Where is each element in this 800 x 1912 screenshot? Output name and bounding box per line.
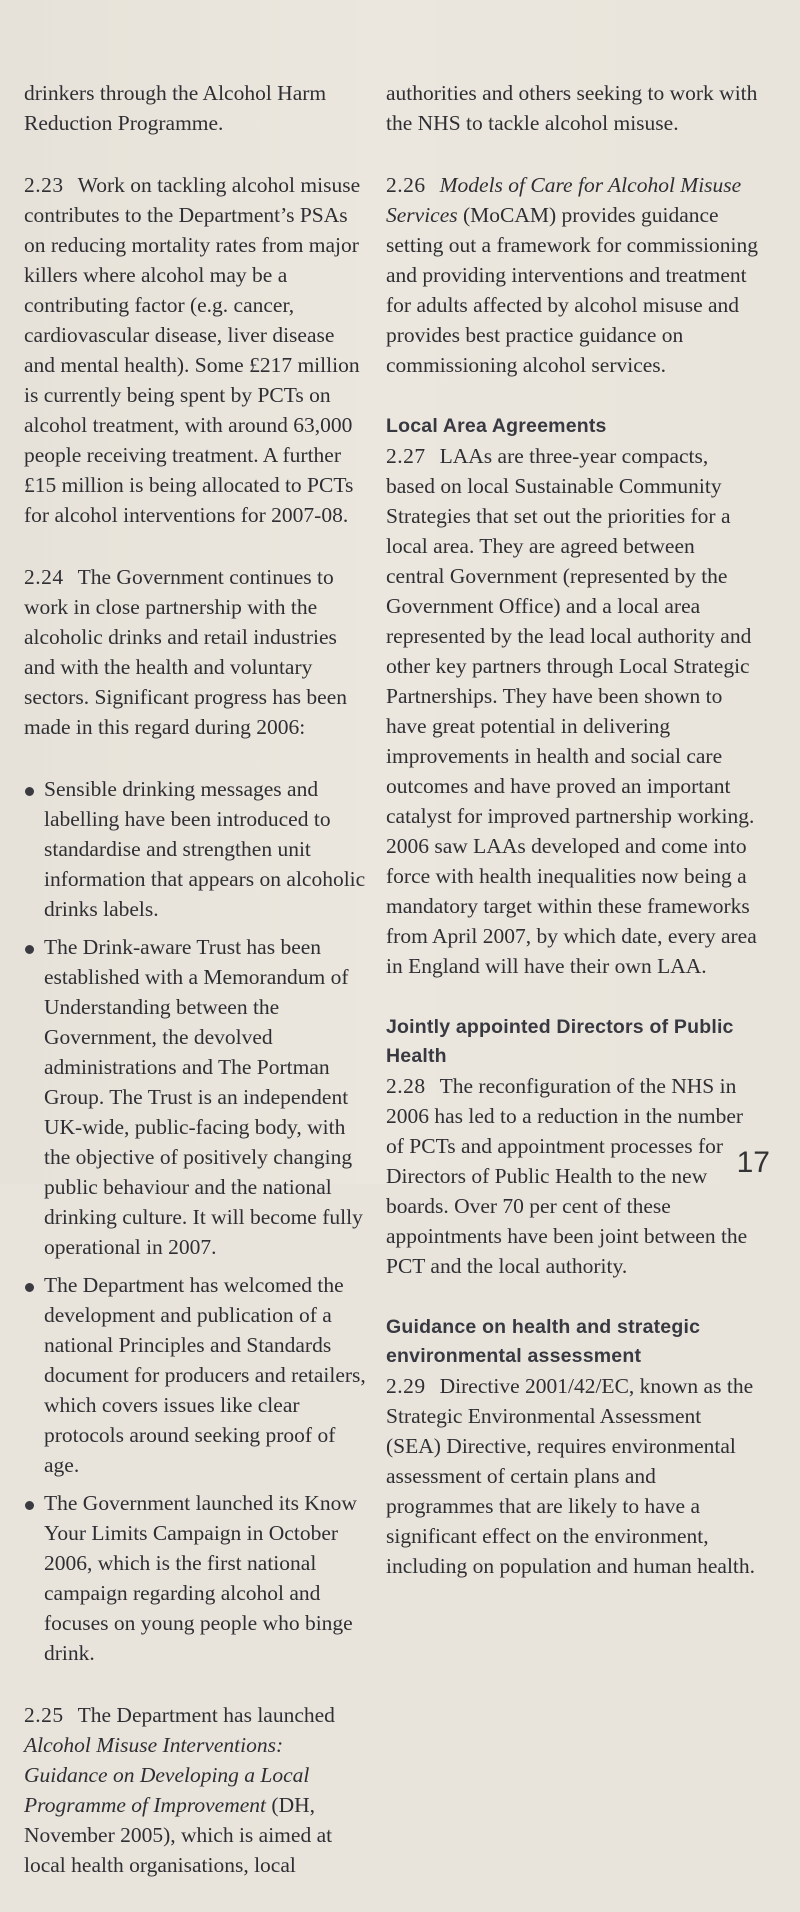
left-column — [24, 78, 366, 1912]
bullet-item: The Drink-aware Trust has been established with a Memorandum of Understanding between the Government, the devolved administrations and The Portman Group. The Trust is an independent UK-wide, public-facing body, with the objective of positively changing public behaviour and the national drinking culture. It will become fully operational in 2007. — [24, 932, 366, 1262]
paragraph-number: 2.24 — [24, 565, 64, 589]
paragraph-text: (DH, November 2005), which is aimed at local health organisations, local — [24, 1793, 333, 1877]
bullet-item: The Government launched its Know Your Limits Campaign in October 2006, which is the first national campaign regarding alcohol and focuses on young people who binge drink. — [24, 1488, 366, 1668]
section-heading-directors-public-health: Jointly appointed Directors of Public Health — [386, 1016, 734, 1067]
paragraph-2-24 — [24, 562, 366, 742]
page-number: 17 — [736, 1146, 770, 1179]
publication-title: Alcohol Misuse Interventions: Guidance on Developing a Local Programme of Improvement — [24, 1733, 310, 1817]
bullet-item: The Department has welcomed the development and publication of a national Principles and Standards document for producers and retailers, which covers issues like clear protocols around seeking proof of age. — [24, 1270, 366, 1480]
paragraph-number: 2.28 — [386, 1074, 426, 1098]
paragraph-text: The reconfiguration of the NHS in 2006 has led to a reduction in the number of PCTs and appointment processes for Directors of Public Health to the new boards. Over 70 per cent of these appointments have been joint between the PCT and the local authority. — [386, 1074, 748, 1278]
paragraph-text: The Department has launched — [77, 1703, 335, 1727]
right-column — [386, 78, 758, 1613]
publication-title: Models of Care for Alcohol Misuse Services — [386, 173, 742, 227]
paragraph-2-26 — [386, 170, 758, 380]
paragraph-2-25 — [24, 1700, 366, 1880]
bullet-item: Sensible drinking messages and labelling have been introduced to standardise and strengthen unit information that appears on alcoholic drinks labels. — [24, 774, 366, 924]
paragraph-2-23 — [24, 170, 366, 530]
paragraph-2-28 — [386, 1071, 758, 1281]
paragraph-number: 2.26 — [386, 173, 426, 197]
bullet-list — [24, 774, 366, 1668]
section-heading-local-area-agreements: Local Area Agreements — [386, 415, 607, 437]
paragraph-text: Work on tackling alcohol misuse contributes to the Department’s PSAs on reducing mortality rates from major killers where alcohol may be a contributing factor (e.g. cancer, cardiovascular disease, liver disease and mental health). Some £217 million is currently being spent by PCTs on alcohol treatment, with around 63,000 people receiving treatment. A further £15 million is being allocated to PCTs for alcohol interventions for 2007-08. — [24, 173, 361, 527]
paragraph-2-27 — [386, 441, 758, 981]
continuation-paragraph: drinkers through the Alcohol Harm Reduction Programme. — [24, 81, 327, 135]
paragraph-text: LAAs are three-year compacts, based on local Sustainable Community Strategies that set out the priorities for a local area. They are agreed between central Government (represented by the Government Office) and a local area represented by the lead local authority and other key partners through Local Strategic Partnerships. They have been shown to have great potential in delivering improvements in health and social care outcomes and have proved an important catalyst for improved partnership working. 2006 saw LAAs developed and come into force with health inequalities now being a mandatory target within these frameworks from April 2007, by which date, every area in England will have their own LAA. — [386, 444, 757, 978]
paragraph-text: (MoCAM) provides guidance setting out a framework for commissioning and providing interventions and treatment for adults affected by alcohol misuse and provides best practice guidance on commissioning alcohol services. — [386, 203, 758, 377]
paragraph-number: 2.29 — [386, 1374, 426, 1398]
paragraph-number: 2.27 — [386, 444, 426, 468]
paragraph-2-29 — [386, 1371, 758, 1581]
paragraph-number: 2.23 — [24, 173, 64, 197]
section-heading-environmental-assessment: Guidance on health and strategic environmental assessment — [386, 1316, 701, 1367]
paragraph-text: Directive 2001/42/EC, known as the Strategic Environmental Assessment (SEA) Directive, requires environmental assessment of certain plans and programmes that are likely to have a significant effect on the environment, including on population and human health. — [386, 1374, 756, 1578]
paragraph-number: 2.25 — [24, 1703, 64, 1727]
continuation-paragraph: authorities and others seeking to work with the NHS to tackle alcohol misuse. — [386, 81, 758, 135]
paragraph-text: The Government continues to work in close partnership with the alcoholic drinks and retail industries and with the health and voluntary sectors. Significant progress has been made in this regard during 2006: — [24, 565, 348, 739]
